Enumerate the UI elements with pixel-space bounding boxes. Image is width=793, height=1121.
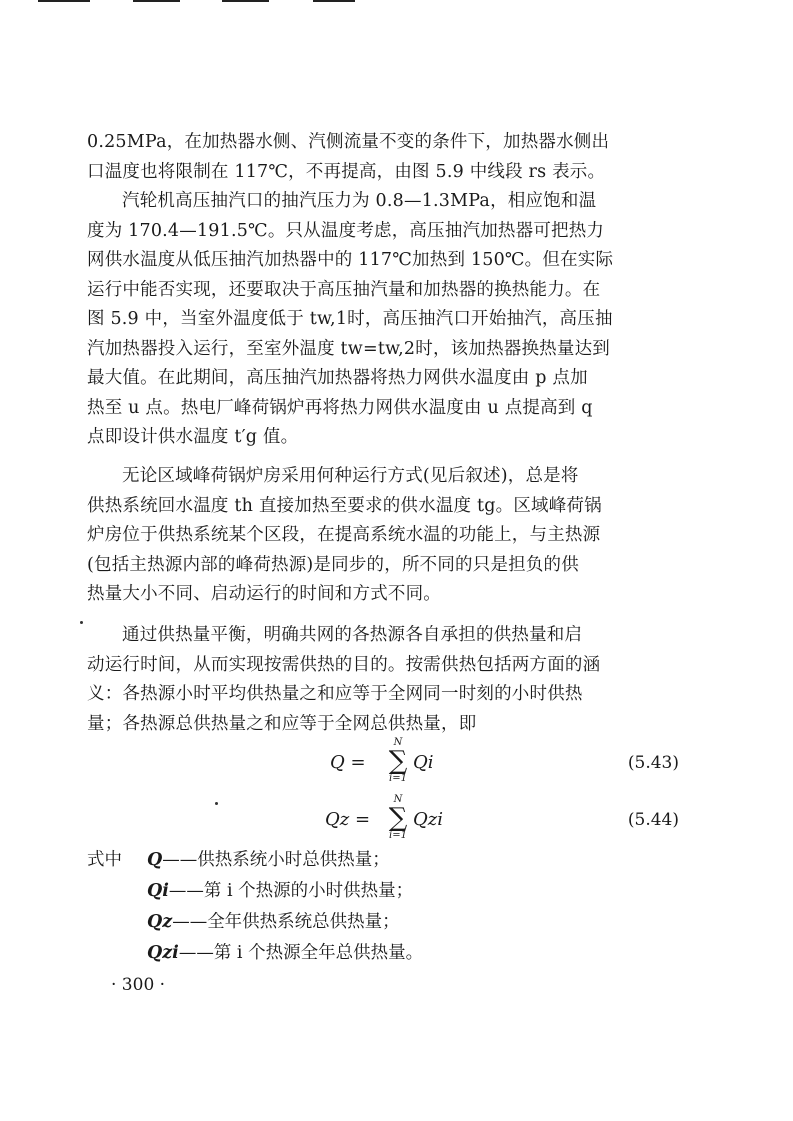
text-line: 炉房位于供热系统某个区段，在提高系统水温的功能上，与主热源	[87, 525, 601, 545]
header-rule-1	[38, 0, 90, 2]
text-line: 度为 170.4—191.5℃。只从温度考虑，高压抽汽加热器可把热力	[87, 220, 605, 241]
summation-sign	[383, 738, 413, 784]
symbol: Qi	[147, 881, 169, 901]
summation-upper-limit: N	[393, 794, 403, 805]
header-rule-3	[222, 0, 269, 2]
page-number: · 300 ·	[111, 975, 166, 995]
text-line: (包括主热源内部的峰荷热源)是同步的，所不同的只是担负的供	[87, 554, 579, 575]
text-line: 运行中能否实现，还要取决于高压抽汽量和加热器的换热能力。在	[87, 279, 601, 300]
definition-text: ——全年供热系统总供热量；	[172, 912, 400, 932]
paragraph-extraction-heater	[87, 187, 687, 453]
text-line: 网供水温度从低压抽汽加热器中的 117℃加热到 150℃。但在实际	[87, 250, 614, 270]
header-rule-2	[133, 0, 180, 2]
equation-5-44	[0, 795, 793, 845]
text-line: 热至 u 点。热电厂峰荷锅炉再将热力网供水温度由 u 点提高到 q	[87, 397, 593, 418]
text-line: 热量大小不同、启动运行的时间和方式不同。	[87, 584, 441, 604]
definition-text: ——供热系统小时总供热量；	[162, 850, 390, 870]
text-line: 无论区域峰荷锅炉房采用何种运行方式(见后叙述)，总是将	[122, 466, 579, 486]
text-line: 供热系统回水温度 th 直接加热至要求的供水温度 tg。区域峰荷锅	[87, 495, 602, 516]
summation-upper-limit: N	[393, 737, 403, 748]
where-label: 式中	[87, 850, 122, 870]
text-line: 汽加热器投入运行，至室外温度 tw=tw,2时，该加热器换热量达到	[87, 338, 610, 359]
definition-q	[147, 848, 390, 872]
paragraph-continuation	[87, 128, 687, 187]
text-line: 通过供热量平衡，明确共网的各热源各自承担的供热量和启	[122, 625, 583, 645]
summation-lower-limit: i=1	[389, 830, 407, 841]
equation-term: Qzi	[413, 809, 443, 830]
paragraph-heat-balance	[87, 621, 687, 739]
summation-lower-limit: i=1	[389, 773, 407, 784]
text-line: 图 5.9 中，当室外温度低于 tw,1时，高压抽汽口开始抽汽，高压抽	[87, 309, 613, 329]
sigma-glyph: ∑	[388, 746, 408, 776]
summation-sign	[383, 795, 413, 841]
text-line: 动运行时间，从而实现按需供热的目的。按需供热包括两方面的涵	[87, 654, 601, 675]
text-line: 点即设计供水温度 t′g 值。	[87, 427, 299, 447]
definition-qi	[147, 879, 413, 903]
equation-term: Qi	[413, 752, 434, 773]
equation-lhs: Q =	[330, 752, 366, 773]
margin-mark	[80, 621, 83, 624]
definition-qz	[147, 910, 400, 934]
equation-5-43	[0, 738, 793, 788]
symbol: Qzi	[147, 943, 179, 963]
sigma-glyph: ∑	[388, 803, 408, 833]
symbol: Qz	[147, 912, 173, 932]
equation-lhs: Qz =	[325, 809, 371, 830]
text-line: 0.25MPa，在加热器水侧、汽侧流量不变的条件下，加热器水侧出	[87, 132, 610, 152]
equation-number: (5.44)	[627, 810, 679, 830]
text-line: 汽轮机高压抽汽口的抽汽压力为 0.8—1.3MPa，相应饱和温	[122, 191, 597, 211]
paragraph-district-boiler	[87, 462, 687, 610]
text-line: 最大值。在此期间，高压抽汽加热器将热力网供水温度由 p 点加	[87, 368, 588, 388]
text-line: 量；各热源总供热量之和应等于全网总供热量，即	[87, 713, 477, 734]
symbol: Q	[147, 850, 163, 870]
header-rule-4	[313, 0, 355, 2]
text-line: 义：各热源小时平均供热量之和应等于全网同一时刻的小时供热	[87, 684, 583, 704]
text-line: 口温度也将限制在 117℃，不再提高，由图 5.9 中线段 rs 表示。	[87, 161, 606, 182]
definition-text: ——第 i 个热源的小时供热量；	[168, 881, 414, 901]
definition-qzi	[147, 941, 423, 965]
equation-number: (5.43)	[627, 753, 679, 773]
definition-text: ——第 i 个热源全年总供热量。	[178, 943, 424, 963]
